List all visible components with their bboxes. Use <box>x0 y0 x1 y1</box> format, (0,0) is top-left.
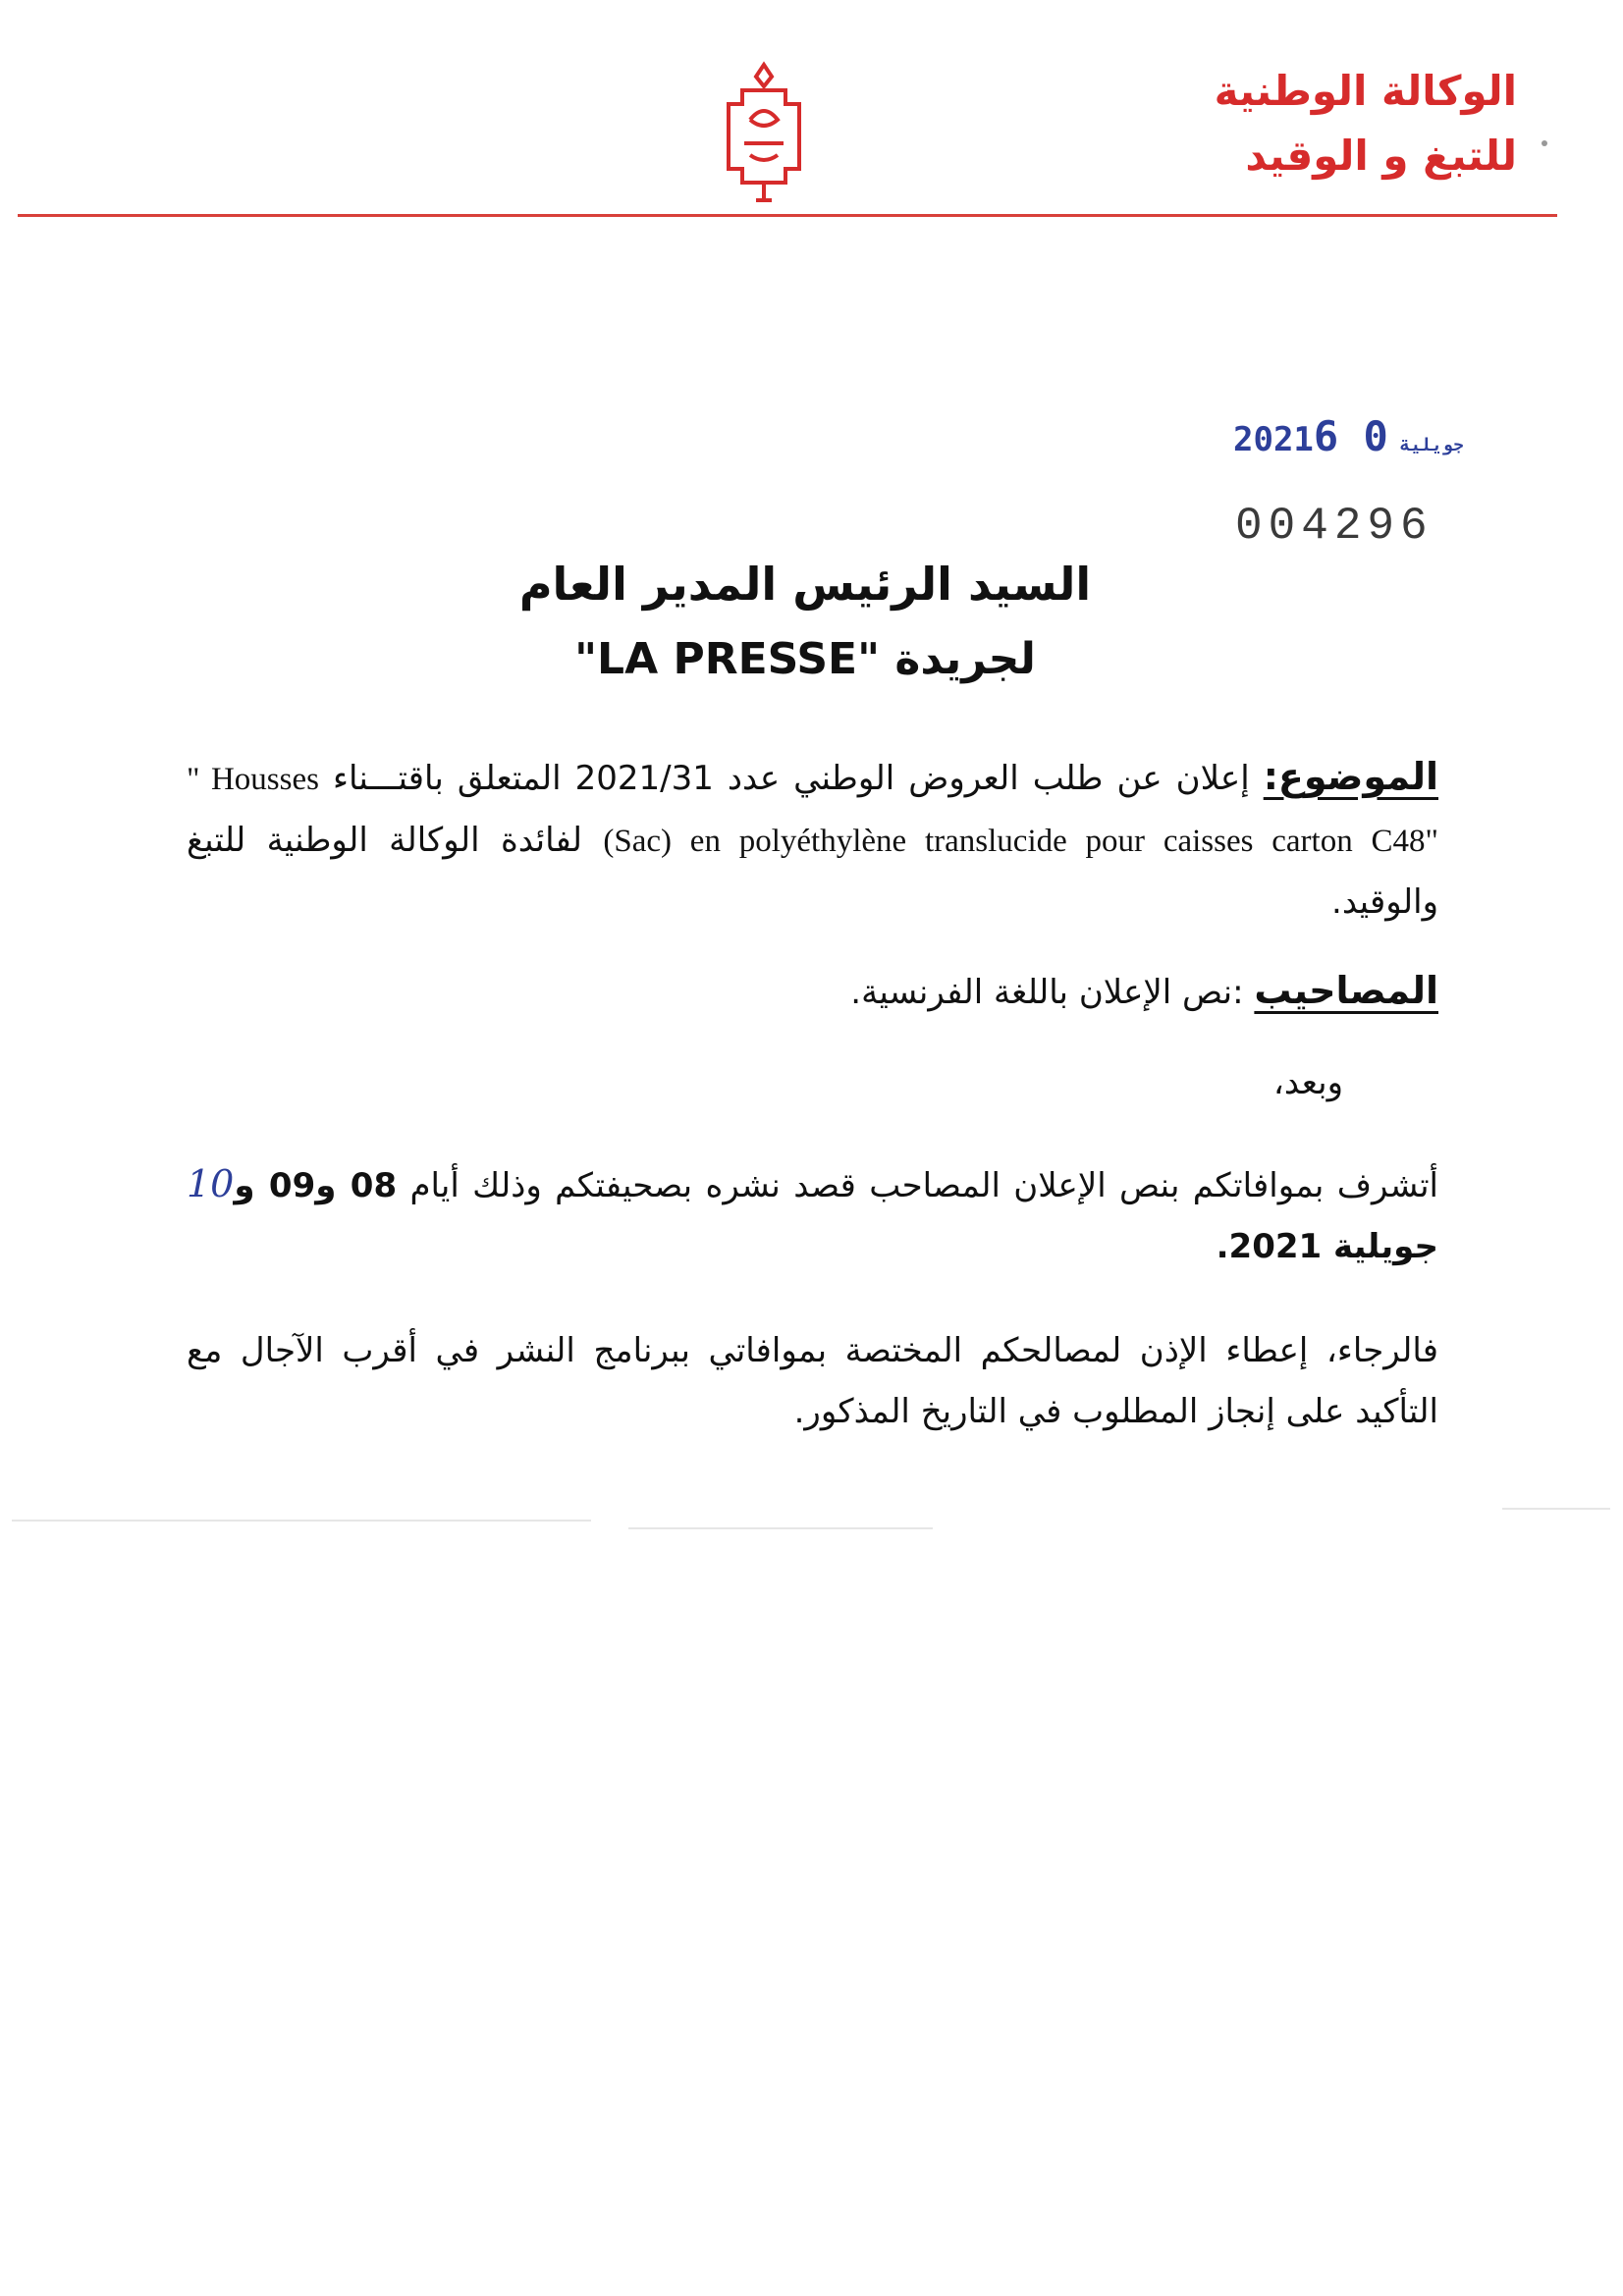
addressee-title: السيد الرئيس المدير العام <box>518 558 1092 611</box>
scan-line <box>1502 1508 1610 1510</box>
stamp-day: 0 6 <box>1313 412 1388 460</box>
subject-beneficiary: لفائدة الوكالة الوطنية للتبغ والوقيد. <box>187 821 1438 922</box>
agency-emblem-icon <box>715 61 813 206</box>
scan-speck <box>1542 140 1547 146</box>
stamp-month: جويلية <box>1399 435 1464 455</box>
organization-name-line2: للتبغ و الوقيد <box>1245 132 1517 180</box>
body-1-text: أتشرف بموافاتكم بنص الإعلان المصاحب قصد نشره بصحيفتكم وذلك أيام <box>409 1166 1438 1205</box>
publication-dates: 08 و09 و <box>234 1166 398 1205</box>
enclosure-label: المصاحيب <box>1254 969 1438 1012</box>
organization-name-line1: الوكالة الوطنية <box>1214 67 1517 115</box>
organization-name <box>1105 59 1517 188</box>
date-stamp <box>1233 412 1476 460</box>
body-paragraph-2: فالرجاء، إعطاء الإذن لمصالحكم المختصة بموافاتي ببرنامج النشر في أقرب الآجال مع التأكيد على إنجاز المطلوب في التاريخ المذكور. <box>187 1331 1438 1431</box>
subject-product: " Housses (Sac) en polyéthylène translucide pour caisses carton C48" <box>187 762 1438 859</box>
greeting: وبعد، <box>1272 1063 1343 1102</box>
registration-number: 004296 <box>1235 501 1434 552</box>
enclosure-paragraph <box>187 960 1438 1023</box>
enclosure-text: :نص الإعلان باللغة الفرنسية. <box>850 973 1244 1012</box>
scan-line <box>12 1520 591 1522</box>
publication-month-year: جويلية 2021. <box>1216 1227 1438 1266</box>
body-paragraph-1 <box>187 1153 1438 1277</box>
subject-paragraph <box>187 746 1438 933</box>
addressee-newspaper: لجريدة "LA PRESSE" <box>574 634 1036 684</box>
stamp-year: 2021 <box>1233 420 1314 459</box>
subject-text: إعلان عن طلب العروض الوطني عدد 2021/31 المتعلق باقتـــناء <box>332 759 1250 798</box>
subject-label: الموضوع: <box>1263 755 1438 798</box>
handwritten-date: 10 <box>187 1162 235 1205</box>
header-divider <box>18 214 1557 217</box>
scan-line <box>628 1527 933 1529</box>
